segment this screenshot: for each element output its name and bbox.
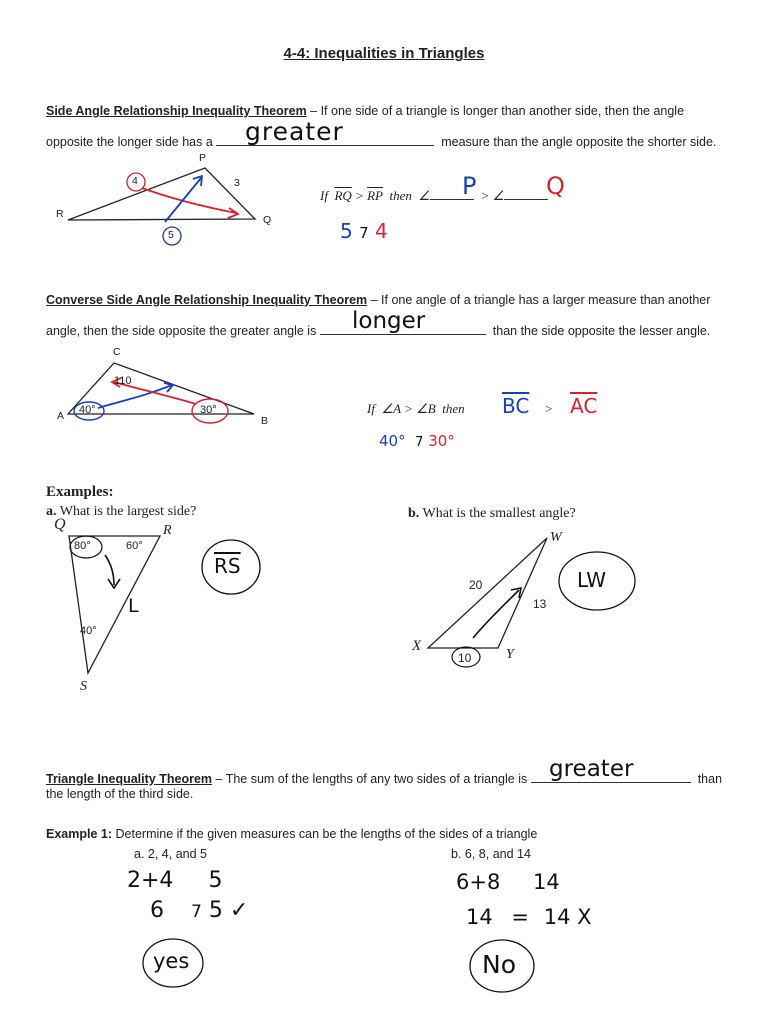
side-pq-label: 3 xyxy=(234,177,240,189)
theorem-2-text-a: – If one angle of a triangle has a larger measure than another xyxy=(367,293,711,307)
angle-b-label: 30° xyxy=(200,404,217,416)
angle-c-label: 110 xyxy=(114,375,132,387)
answer-rs: $\overline{RS}$ xyxy=(214,554,241,578)
theorem-1-text-a: – If one side of a triangle is longer than another side, then the angle xyxy=(306,104,685,118)
ex1a-work1-right: 5 xyxy=(208,868,223,893)
stmt1-angle-2: ∠ xyxy=(492,188,505,203)
theorem-3-text-a: – The sum of the lengths of any two sides of a triangle is xyxy=(212,772,528,786)
answer-yes: yes xyxy=(153,949,190,973)
stmt1-angle-1: ∠ xyxy=(418,188,431,203)
answer-p: P xyxy=(462,172,477,200)
example-1a-label: a. 2, 4, and 5 xyxy=(134,847,207,861)
vertex-w-label: W xyxy=(550,530,562,545)
theorem-2-text-b: angle, then the side opposite the greater angle is xyxy=(46,324,317,338)
hw-4: 4 xyxy=(375,219,388,243)
hw-40: 40° xyxy=(379,432,406,450)
stmt1-then: then xyxy=(389,188,412,203)
theorem-3-text-c: the length of the third side. xyxy=(46,787,194,801)
vertex-p-label: P xyxy=(199,152,207,164)
answer-bc: $\overline{BC}$ xyxy=(502,394,530,418)
angle-a-label: 40° xyxy=(79,404,96,416)
answer-no: No xyxy=(482,950,516,979)
ex1a-work1-left: 2+4 xyxy=(127,868,174,893)
vertex-a-label: A xyxy=(57,410,65,422)
stmt2-if: If xyxy=(367,401,375,416)
answer-gt: > xyxy=(545,401,553,416)
stmt1-if: If xyxy=(320,188,328,203)
ex1b-work2-left: 14 xyxy=(466,905,493,929)
theorem-3-name: Triangle Inequality Theorem xyxy=(46,772,213,786)
stmt2-gt: > xyxy=(404,401,413,416)
ex1a-work2-left: 6 xyxy=(150,898,164,923)
theorem-2-answer: longer xyxy=(352,308,426,334)
side-xw-label: 20 xyxy=(469,578,483,592)
ex1a-work2-mid: 7 xyxy=(191,902,202,922)
hw-gt-1: 7 xyxy=(359,224,369,242)
side-xy-label: 10 xyxy=(458,651,472,665)
answer-lw: LW xyxy=(577,568,607,592)
example-b-text: What is the smallest angle? xyxy=(422,506,576,521)
example-a-text: What is the largest side? xyxy=(59,504,197,519)
vertex-q2-label: Q xyxy=(54,516,66,533)
angle-r2-label: 60° xyxy=(126,540,143,552)
stmt2-angle-b: ∠B xyxy=(416,401,436,416)
theorem-1-text-b: opposite the longer side has a xyxy=(46,135,213,149)
ex1b-work2-mid: = xyxy=(511,905,530,929)
theorem-2-text-c: than the side opposite the lesser angle. xyxy=(492,324,711,338)
example-1b-label: b. 6, 8, and 14 xyxy=(451,847,531,861)
angle-s-label: 40° xyxy=(80,625,97,637)
vertex-q-label: Q xyxy=(263,214,272,226)
example-b-label: b. xyxy=(408,506,420,521)
hw-30: 30° xyxy=(428,432,455,450)
theorem-2-name: Converse Side Angle Relationship Inequality Theorem xyxy=(46,293,368,307)
vertex-y-label: Y xyxy=(506,647,514,662)
theorem-1-text-c: measure than the angle opposite the shorter side. xyxy=(441,135,717,149)
answer-ac: $\overline{AC}$ xyxy=(570,394,598,418)
side-yw-label: 13 xyxy=(533,597,547,611)
vertex-r-label: R xyxy=(56,208,64,220)
example-a-label: a. xyxy=(46,504,57,519)
theorem-1-answer: greater xyxy=(245,117,344,146)
theorem-3-answer: greater xyxy=(549,756,634,782)
example-1-prompt: Determine if the given measures can be the lengths of the sides of a triangle xyxy=(115,827,538,841)
stmt2-angle-a: ∠A xyxy=(381,401,401,416)
theorem-3-text-b: than xyxy=(697,772,723,786)
ex1b-work2-right: 14 X xyxy=(543,905,592,929)
stmt1-gt: > xyxy=(355,188,364,203)
example-1-label: Example 1: xyxy=(46,827,113,841)
hw-gt-2: 7 xyxy=(415,435,424,450)
ex1b-work1-right: 14 xyxy=(533,870,560,894)
examples-heading: Examples: xyxy=(46,484,114,500)
vertex-b-label: B xyxy=(261,415,269,427)
stmt1-seg-rq: $\overline{RQ}$ xyxy=(334,188,352,203)
theorem-1-name: Side Angle Relationship Inequality Theorem xyxy=(46,104,307,118)
stmt1-seg-rp: $\overline{RP}$ xyxy=(367,188,383,203)
hw-side-l: L xyxy=(128,595,139,617)
vertex-c-label: C xyxy=(113,346,121,358)
example-1b-work-1 xyxy=(456,870,560,894)
vertex-r2-label: R xyxy=(163,523,172,538)
stmt1-gt-2: > xyxy=(480,188,490,203)
answer-q: Q xyxy=(546,172,565,200)
hw-5: 5 xyxy=(340,219,353,243)
page-title: 4-4: Inequalities in Triangles xyxy=(283,45,485,62)
example-1b-work-2 xyxy=(466,905,592,929)
side-rq-label: 5 xyxy=(168,229,174,241)
vertex-x-label: X xyxy=(412,638,422,654)
angle-q2-label: 80° xyxy=(74,540,91,552)
ex1b-work1-left: 6+8 xyxy=(456,870,501,894)
side-rp-label: 4 xyxy=(132,175,138,187)
vertex-s-label: S xyxy=(80,679,87,694)
ex1a-work2-right: 5 ✓ xyxy=(208,898,249,923)
stmt2-then: then xyxy=(442,401,465,416)
